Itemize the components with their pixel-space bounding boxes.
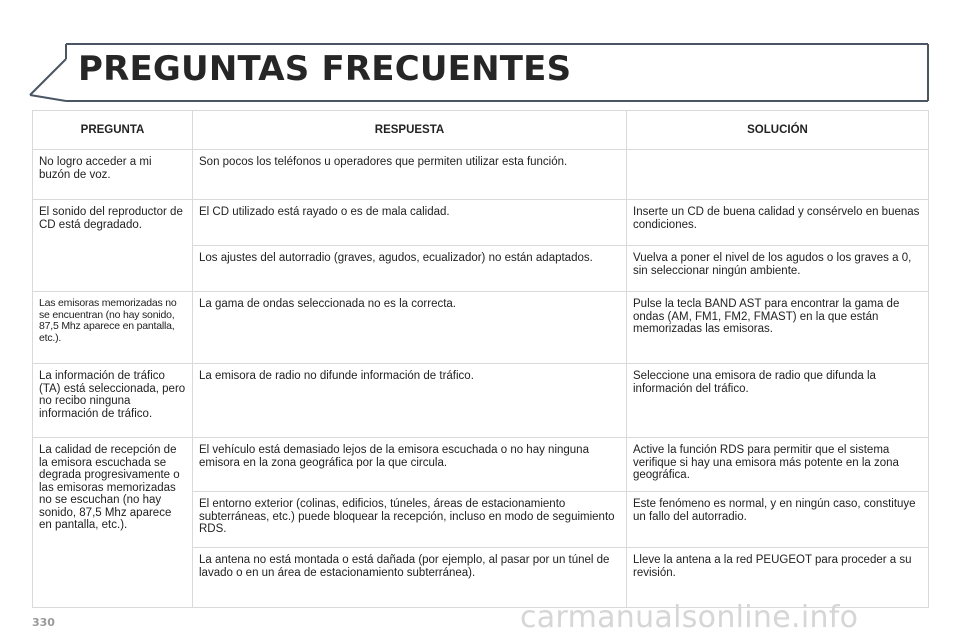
table-header-row xyxy=(33,111,929,150)
question-cell: Las emisoras memorizadas no se encuentran (no hay sonido, 87,5 Mhz aparece en pantalla, etc.). xyxy=(33,292,193,364)
answer-cell: El entorno exterior (colinas, edificios, túneles, áreas de estacionamiento subterráneas, etc.) puede bloquear la recepción, incluso en modo de seguimiento RDS. xyxy=(193,492,627,548)
column-header-question: PREGUNTA xyxy=(33,111,193,150)
page-number: 330 xyxy=(32,616,55,629)
faq-table xyxy=(32,110,929,608)
solution-cell: Active la función RDS para permitir que el sistema verifique si hay una emisora más potente en la zona geográfica. xyxy=(627,438,929,492)
column-header-solution: SOLUCIÓN xyxy=(627,111,929,150)
solution-cell: Seleccione una emisora de radio que difunda la información del tráfico. xyxy=(627,364,929,438)
table-row xyxy=(33,150,929,200)
solution-cell xyxy=(627,150,929,200)
solution-cell: Este fenómeno es normal, y en ningún caso, constituye un fallo del autorradio. xyxy=(627,492,929,548)
answer-cell: El CD utilizado está rayado o es de mala calidad. xyxy=(193,200,627,246)
question-cell: La calidad de recepción de la emisora escuchada se degrada progresivamente o las emisoras memorizadas no se escuchan (no hay sonido, 87,5 Mhz aparece en pantalla, etc.). xyxy=(33,438,193,608)
column-header-answer: RESPUESTA xyxy=(193,111,627,150)
page-title: PREGUNTAS FRECUENTES xyxy=(78,49,572,89)
answer-cell: Los ajustes del autorradio (graves, agudos, ecualizador) no están adaptados. xyxy=(193,246,627,292)
answer-cell: La antena no está montada o está dañada (por ejemplo, al pasar por un túnel de lavado o en un área de estacionamiento subterránea). xyxy=(193,548,627,608)
solution-cell: Inserte un CD de buena calidad y consérvelo en buenas condiciones. xyxy=(627,200,929,246)
table-row xyxy=(33,200,929,246)
answer-cell: La emisora de radio no difunde información de tráfico. xyxy=(193,364,627,438)
solution-cell: Pulse la tecla BAND AST para encontrar la gama de ondas (AM, FM1, FM2, FMAST) en la que están memorizadas las emisoras. xyxy=(627,292,929,364)
solution-cell: Lleve la antena a la red PEUGEOT para proceder a su revisión. xyxy=(627,548,929,608)
question-cell: El sonido del reproductor de CD está degradado. xyxy=(33,200,193,292)
table-row xyxy=(33,364,929,438)
question-cell: La información de tráfico (TA) está seleccionada, pero no recibo ninguna información de tráfico. xyxy=(33,364,193,438)
answer-cell: La gama de ondas seleccionada no es la correcta. xyxy=(193,292,627,364)
answer-cell: El vehículo está demasiado lejos de la emisora escuchada o no hay ninguna emisora en la zona geográfica por la que circula. xyxy=(193,438,627,492)
table-row xyxy=(33,438,929,492)
answer-cell: Son pocos los teléfonos u operadores que permiten utilizar esta función. xyxy=(193,150,627,200)
watermark-text: carmanualsonline.info xyxy=(520,600,859,635)
solution-cell: Vuelva a poner el nivel de los agudos o los graves a 0, sin seleccionar ningún ambiente. xyxy=(627,246,929,292)
question-cell: No logro acceder a mi buzón de voz. xyxy=(33,150,193,200)
table-row xyxy=(33,292,929,364)
